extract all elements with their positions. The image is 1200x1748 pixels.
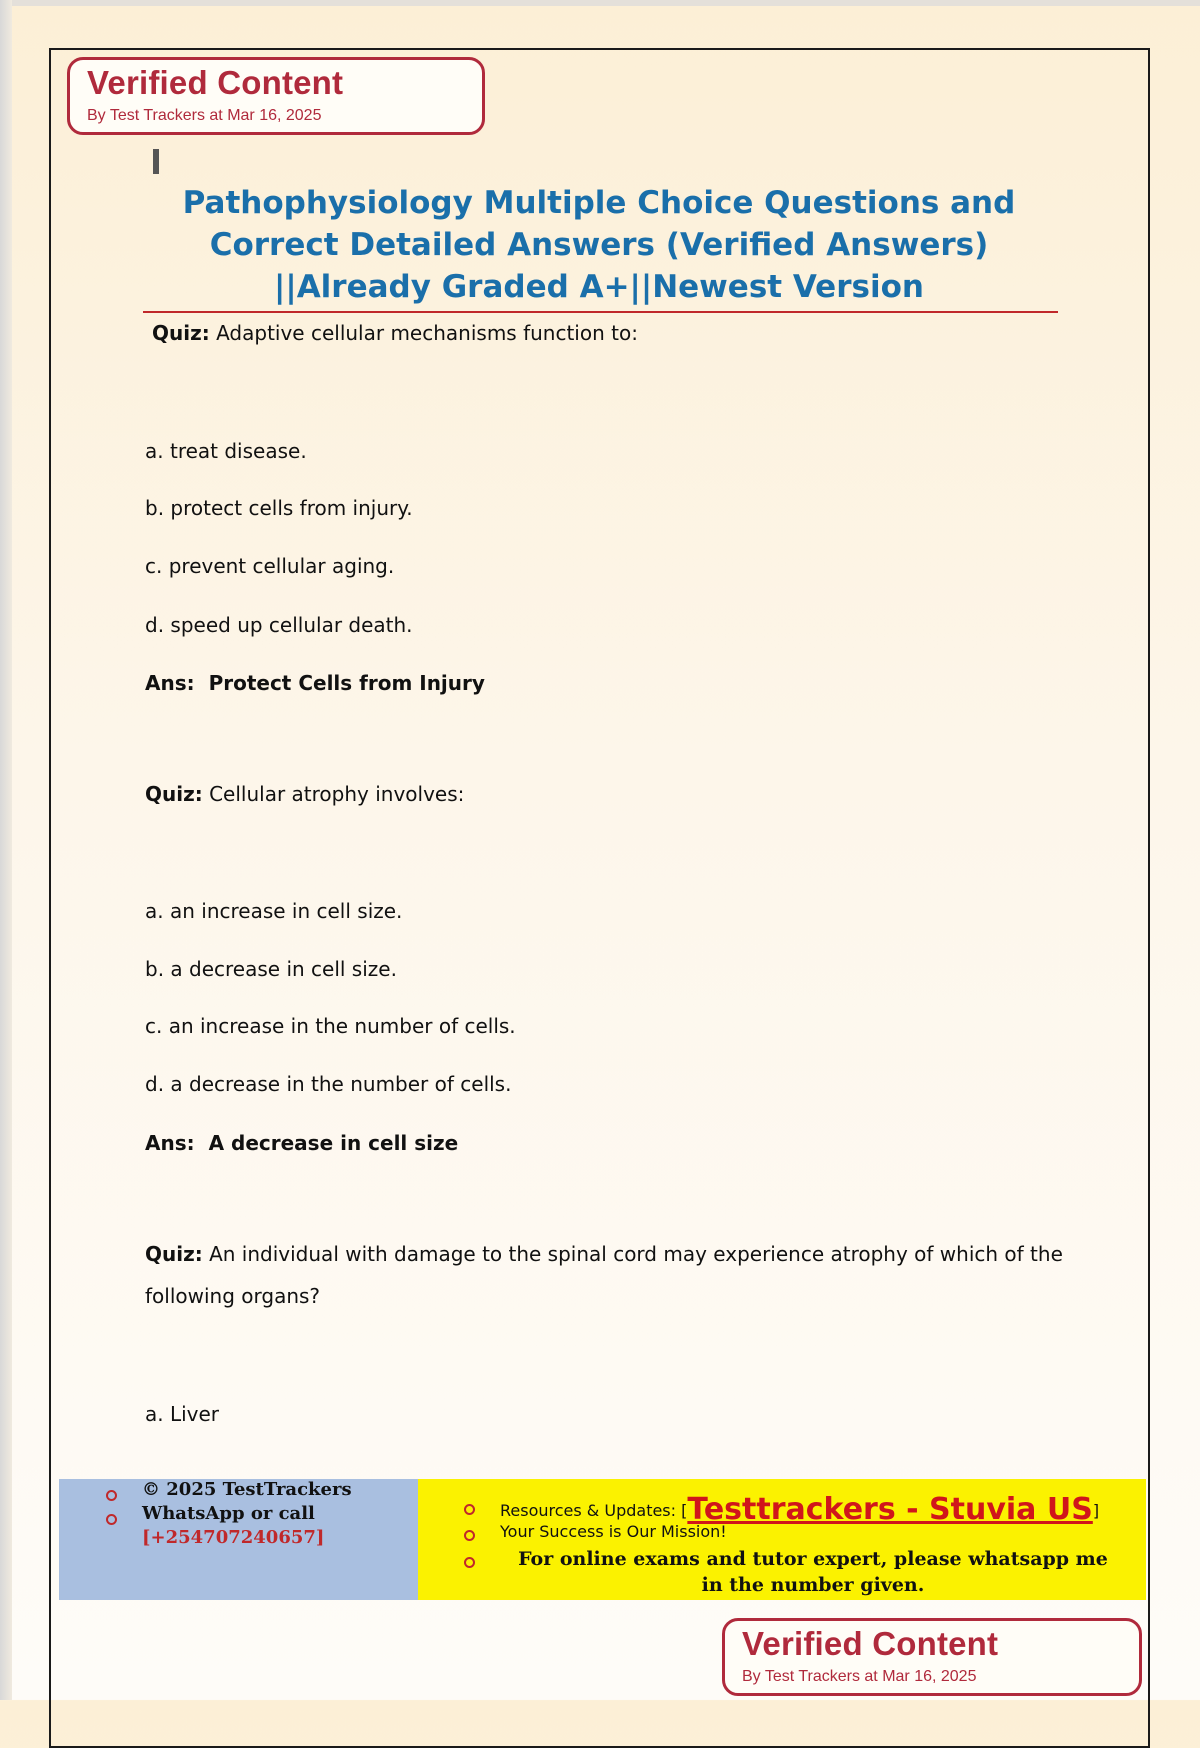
footer-phone-link[interactable]: [+254707240657] [142,1527,325,1548]
question-2 [145,782,464,806]
ans-label: Ans: [145,1131,195,1155]
answer-text: Protect Cells from Injury [208,671,485,695]
title-line-3: ||Already Graded A+||Newest Version [274,269,924,305]
footer-mission: Your Success is Our Mission! [500,1522,727,1541]
circle-bullet-icon [106,1514,117,1525]
verified-content-stamp [67,57,485,135]
title-line-2: Correct Detailed Answers (Verified Answers) [209,227,989,263]
answer-text: A decrease in cell size [208,1131,459,1155]
verified-content-stamp-bottom [722,1618,1142,1696]
title-underline [143,311,1058,313]
option-item: a. Liver [145,1402,220,1426]
footer-copyright: © 2025 TestTrackers [142,1479,352,1500]
option-item: a. treat disease. [145,439,307,463]
quiz-label: Quiz: [145,1242,203,1266]
answer-1 [145,671,485,695]
option-item: c. prevent cellular aging. [145,554,395,578]
quiz-label: Quiz: [152,321,210,345]
answer-2 [145,1131,458,1155]
tutor-line-1: For online exams and tutor expert, please whatsapp me [518,1548,1108,1570]
stamp-subtitle: By Test Trackers at Mar 16, 2025 [742,1668,977,1685]
resources-label: Resources & Updates: [ [500,1501,688,1520]
tutor-line-2: in the number given. [701,1574,925,1596]
footer-tutor-note [488,1546,1138,1598]
circle-bullet-icon [464,1557,475,1568]
question-text: An individual with damage to the spinal cord may experience atrophy of which of the following organs? [145,1242,1063,1308]
footer-whatsapp-label: WhatsApp or call [142,1503,315,1524]
option-item: c. an increase in the number of cells. [145,1014,516,1038]
option-item: d. a decrease in the number of cells. [145,1072,512,1096]
viewer-top-edge [0,0,1200,6]
option-item: b. a decrease in cell size. [145,957,397,981]
option-item: b. protect cells from injury. [145,496,413,520]
title-line-1: Pathophysiology Multiple Choice Questions and [182,185,1016,221]
stamp-subtitle: By Test Trackers at Mar 16, 2025 [87,107,322,124]
ans-label: Ans: [145,671,195,695]
circle-bullet-icon [106,1490,117,1501]
stamp-title: Verified Content [742,1625,999,1662]
circle-bullet-icon [464,1504,475,1515]
stamp-title: Verified Content [87,64,344,101]
stuvia-link[interactable]: Testtrackers - Stuvia US [687,1492,1093,1527]
text-cursor-icon [153,149,159,174]
question-text: Adaptive cellular mechanisms function to: [216,321,638,345]
question-text: Cellular atrophy involves: [209,782,465,806]
circle-bullet-icon [464,1530,475,1541]
viewer-left-edge [0,0,12,1700]
resources-close: ] [1092,1501,1100,1520]
question-3 [145,1233,1065,1317]
quiz-label: Quiz: [145,782,203,806]
option-item: a. an increase in cell size. [145,899,403,923]
document-title [145,182,1053,308]
option-item: d. speed up cellular death. [145,613,413,637]
question-1 [152,321,638,345]
